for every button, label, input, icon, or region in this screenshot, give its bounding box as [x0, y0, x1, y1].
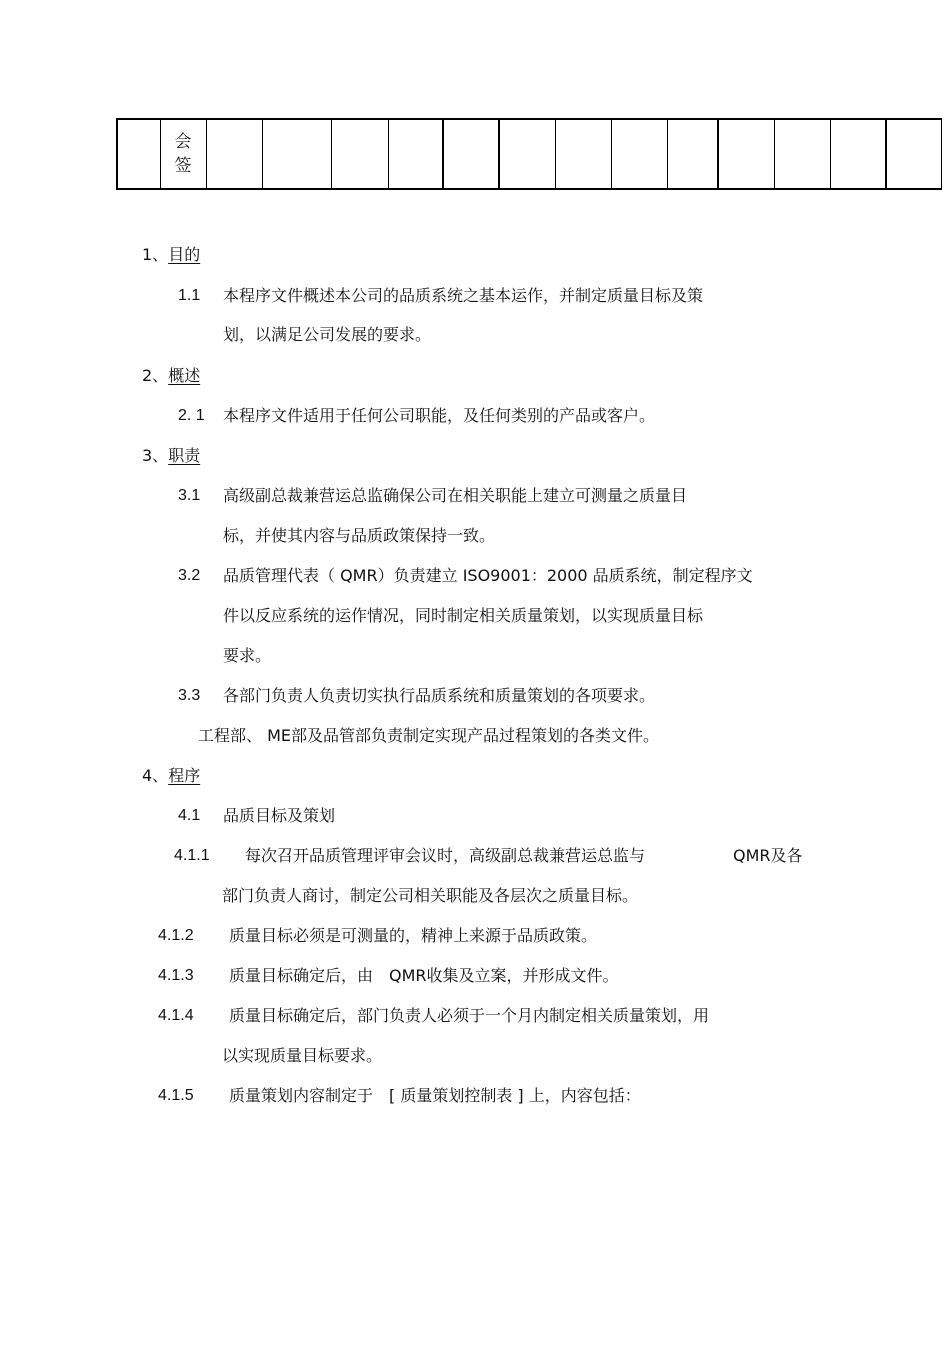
clause-number: 4.1 — [178, 807, 201, 824]
signature-cell[interactable] — [262, 119, 331, 189]
clause-text: 品质目标及策划 — [223, 806, 336, 825]
clause-text: 划，以满足公司发展的要求。 — [223, 325, 432, 344]
clause-number: 4.1.1 — [174, 847, 210, 864]
signature-cell[interactable] — [886, 119, 941, 189]
clause-text: 各部门负责人负责切实执行品质系统和质量策划的各项要求。 — [223, 686, 656, 705]
signature-cell[interactable] — [830, 119, 886, 189]
signature-label-line1: 会 — [174, 132, 192, 152]
section-number: 1、 — [142, 245, 169, 264]
section-title: 职责 — [168, 446, 201, 465]
section-3-heading — [142, 446, 200, 466]
signature-cell[interactable] — [555, 119, 611, 189]
clause-text: 质量目标确定后，部门负责人必须于一个月内制定相关质量策划，用 — [229, 1006, 710, 1025]
clause-number: 4.1.2 — [158, 927, 194, 944]
clause-number: 3.3 — [178, 687, 201, 704]
clause-text: 标，并使其内容与品质政策保持一致。 — [223, 526, 496, 545]
clause-text: 以实现质量目标要求。 — [222, 1046, 383, 1065]
signature-cell[interactable] — [443, 119, 499, 189]
signature-cell-blank — [117, 119, 160, 189]
signature-cell[interactable] — [774, 119, 830, 189]
signature-label-line2: 签 — [174, 156, 192, 176]
section-number: 4、 — [142, 766, 169, 785]
clause-number: 3.1 — [178, 487, 201, 504]
section-title: 概述 — [168, 366, 201, 385]
signature-cell[interactable] — [388, 119, 443, 189]
clause-text: 质量目标必须是可测量的，精神上来源于品质政策。 — [229, 926, 598, 945]
clause-text: 部门负责人商讨，制定公司相关职能及各层次之质量目标。 — [222, 886, 639, 905]
signature-cell[interactable] — [718, 119, 774, 189]
clause-text: 本程序文件适用于任何公司职能，及任何类别的产品或客户。 — [223, 406, 656, 425]
clause-text: 件以反应系统的运作情况，同时制定相关质量策划，以实现质量目标 — [223, 606, 704, 625]
signature-cell[interactable] — [611, 119, 667, 189]
clause-number: 4.1.4 — [158, 1007, 194, 1024]
signature-table — [116, 118, 942, 190]
section-2-heading — [142, 366, 200, 386]
signature-cell[interactable] — [206, 119, 262, 189]
clause-number: 4.1.3 — [158, 967, 194, 984]
signature-cell[interactable] — [667, 119, 718, 189]
clause-text: QMR及各 — [733, 846, 803, 865]
clause-text: 品质管理代表（ QMR）负责建立 ISO9001：2000 品质系统，制定程序文 — [223, 566, 753, 585]
clause-text: 质量目标确定后，由 QMR收集及立案，并形成文件。 — [229, 966, 619, 985]
signature-cell[interactable] — [331, 119, 388, 189]
clause-number: 4.1.5 — [158, 1087, 194, 1104]
clause-text: 高级副总裁兼营运总监确保公司在相关职能上建立可测量之质量目 — [223, 486, 688, 505]
clause-text: 质量策划内容制定于 [ 质量策划控制表 ] 上，内容包括： — [229, 1086, 641, 1105]
clause-text: 要求。 — [223, 646, 272, 665]
section-title: 程序 — [168, 766, 201, 785]
section-title: 目的 — [168, 245, 201, 264]
clause-text: 工程部、 ME部及品管部负责制定实现产品过程策划的各类文件。 — [198, 726, 660, 745]
clause-text: 每次召开品质管理评审会议时，高级副总裁兼营运总监与 — [245, 846, 646, 865]
section-1-heading — [142, 245, 200, 265]
clause-number: 1.1 — [178, 287, 201, 304]
section-4-heading — [142, 766, 200, 786]
signature-cell[interactable] — [499, 119, 555, 189]
signature-label-cell — [160, 119, 206, 189]
clause-text: 本程序文件概述本公司的品质系统之基本运作，并制定质量目标及策 — [223, 286, 704, 305]
section-number: 2、 — [142, 366, 169, 385]
clause-number: 3.2 — [178, 567, 201, 584]
clause-number: 2. 1 — [178, 407, 205, 424]
section-number: 3、 — [142, 446, 169, 465]
